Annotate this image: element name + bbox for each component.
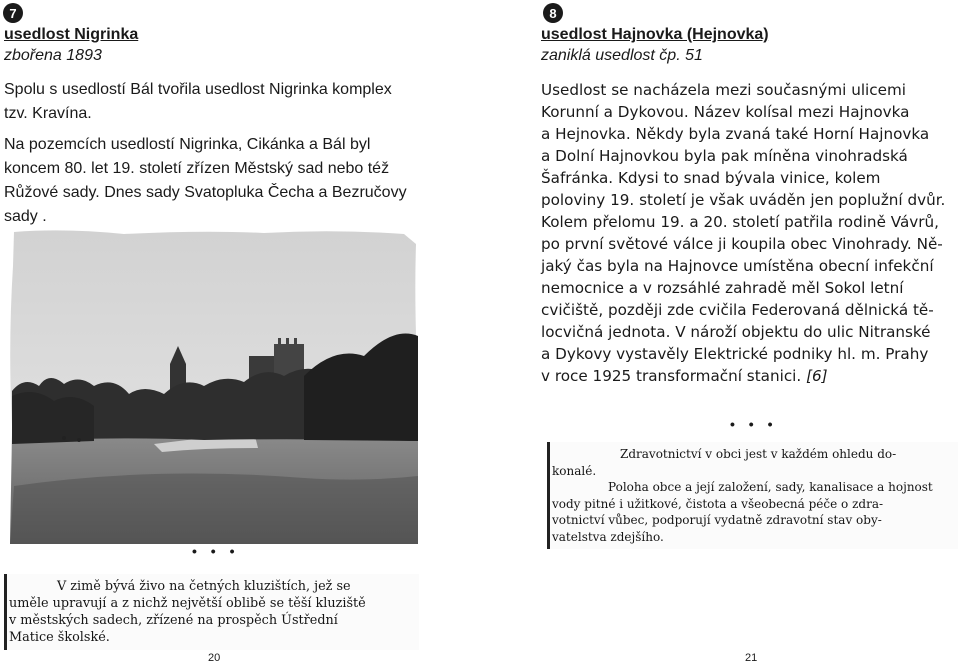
text-line: jaký čas byla na Hajnovce umístěna obecní infekční [541,257,934,275]
section-title: usedlost Nigrinka [4,26,139,43]
clipping-line: uměle upravují a z nichž největší oblibě se těší kluziště [9,596,366,611]
text-line: po první světové válce ji koupila obec Vinohrady. Ně- [541,235,943,253]
section-number-badge: 8 [543,3,563,23]
last-line-text: v roce 1925 transformační stanici. [541,367,802,385]
text-line: a Hejnovka. Někdy byla zvaná také Horní Hajnovka [541,125,930,143]
clipping-line: vody pitné i užitkové, čistota a všeobecná péče o zdra- [552,496,884,511]
separator-dots: • • • [730,416,778,432]
text-line: Korunní a Dykovou. Název kolísal mezi Hajnovka [541,103,910,121]
text-line: locvičná jednota. V nároží objektu do ulic Nitranské [541,323,931,341]
text-line: a Dolní Hajnovkou byla pak míněna vinohradská [541,147,908,165]
clipping-line: konalé. [552,463,597,478]
text-line: cvičiště, později zde cvičila Federovaná dělnická tě- [541,301,934,319]
clipping-line: Zdravotnictví v obci jest v každém ohledu do- [620,447,897,461]
section-title: usedlost Hajnovka (Hejnovka) [541,26,769,43]
text-line: Kolem přelomu 19. a 20. století patřila rodině Vávrů, [541,213,939,231]
body-text [541,79,959,387]
newspaper-clipping [547,442,958,549]
text-line [541,365,959,387]
section-subtitle: zaniklá usedlost čp. 51 [541,47,703,64]
clipping-line: Matice školské. [9,630,110,645]
clipping-line: V zimě bývá živo na četných kluzištích, jež se [57,579,351,594]
text-line: Šafránka. Kdysi to snad bývala vinice, kolem [541,169,881,187]
clipping-line: v městských sadech, zřízené na prospěch Ústřední [9,613,338,628]
section-subtitle: zbořena 1893 [4,47,102,64]
text-line: nemocnice a v rozsáhlé zahradě měl Sokol letní [541,279,904,297]
text-line: poloviny 19. století je však uváděn jen poplužní dvůr. [541,191,946,209]
page-number: 20 [208,652,221,664]
text-line: a Dykovy vystavěly Elektrické podniky hl. m. Prahy [541,345,929,363]
historic-park-photo [4,226,424,546]
clipping-line: Poloha obce a její založení, sady, kanalisace a hojnost [608,480,933,494]
page-number: 21 [745,652,758,664]
paragraph: Na pozemcích usedlostí Nigrinka, Cikánka a Bál byl koncem 80. let 19. století zřízen Městský sad nebo též Růžové sady. Dnes sady Svatopluka Čecha a Bezručovy sady . [4,136,407,225]
separator-dots: • • • [192,543,240,559]
paragraph: Spolu s usedlostí Bál tvořila usedlost Nigrinka komplex tzv. Kravína. [4,81,392,122]
clipping-line: votnictví vůbec, podporují vydatně zdravotní stav oby- [552,513,882,527]
section-number-badge: 7 [3,3,23,23]
reference-link[interactable]: [6] [806,367,828,385]
newspaper-clipping [4,574,419,650]
clipping-line: vatelstva zdejšího. [552,529,664,544]
text-line: Usedlost se nacházela mezi současnými ulicemi [541,81,906,99]
